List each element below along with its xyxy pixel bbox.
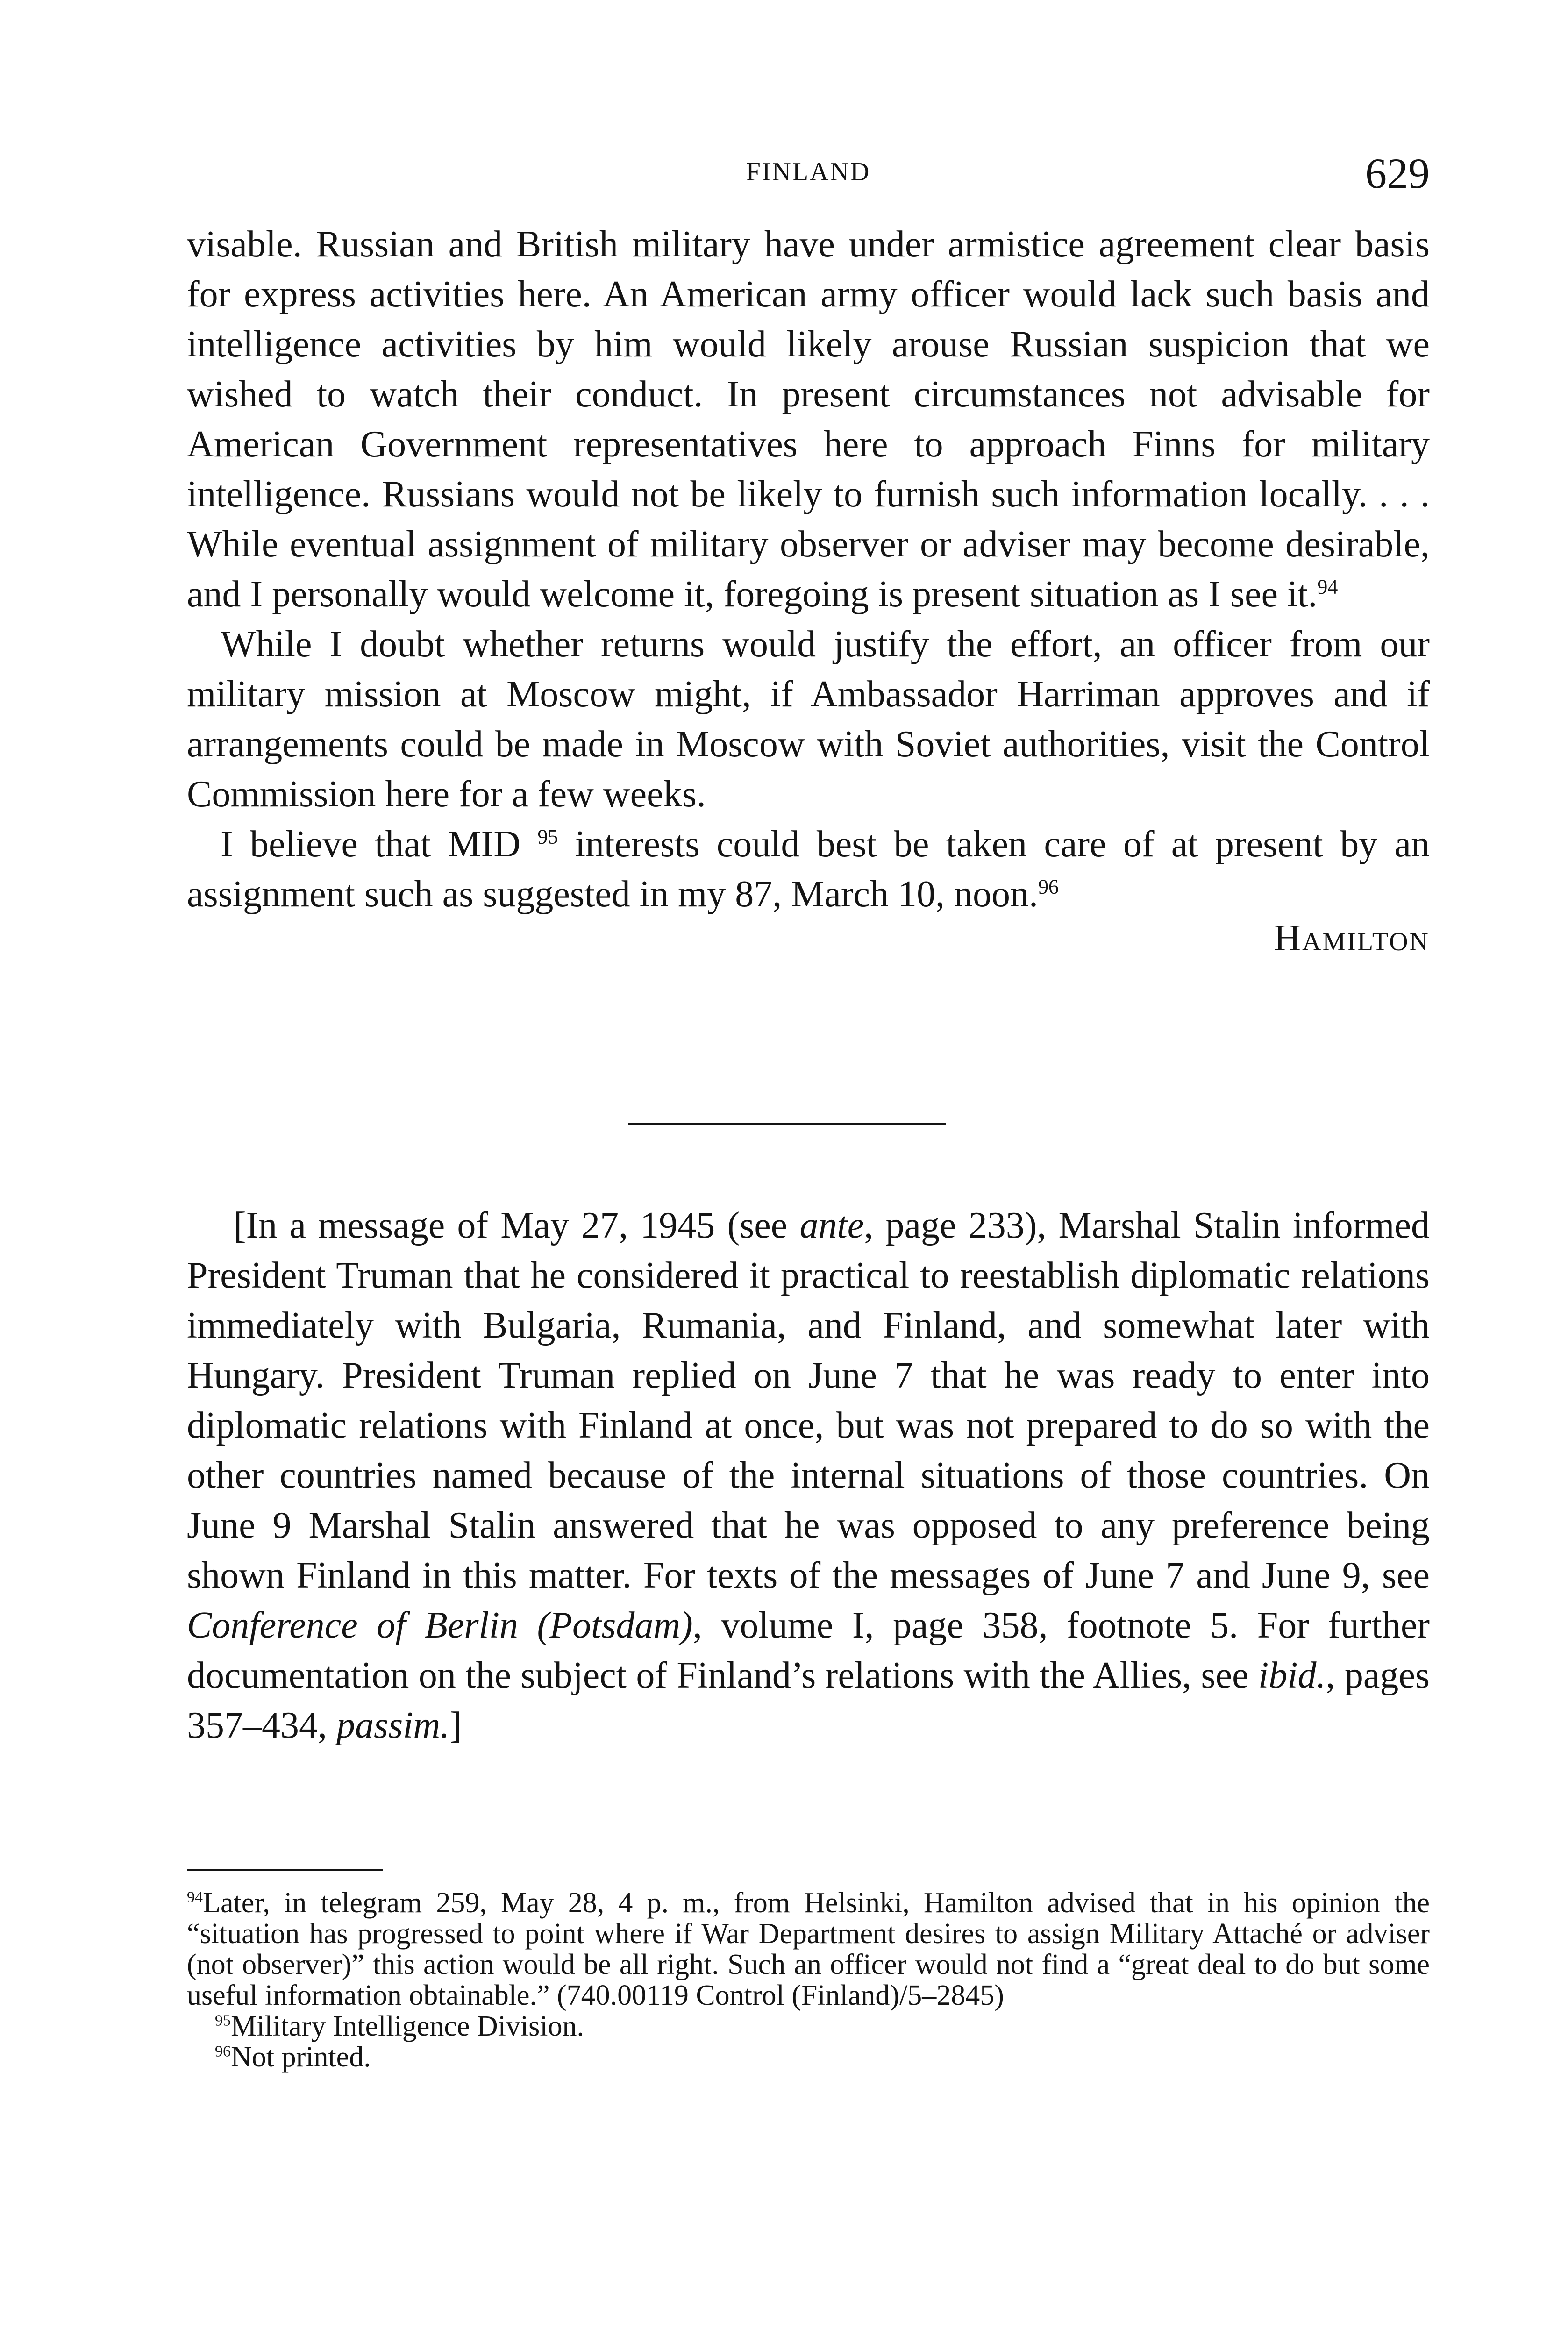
paragraph-officer-visit: While I doubt whether returns would justify the effort, an officer from our military mission at Moscow might, if Ambassador Harriman approves and if arrangements could be made in Moscow with Soviet authorities, visit the Control Commission here for a few weeks. <box>187 624 1430 815</box>
footnote-text: Not printed. <box>231 2041 371 2073</box>
footnote-96 <box>187 2042 1430 2072</box>
editorial-part2: , page 233), Marshal Stalin informed President Truman that he considered it practical to reestablish diplomatic relations immediately with Bulgaria, Rumania, and Finland, and somewhat later with Hungary. President Truman replied on June 7 that he was ready to enter into diplomatic relations with Finland at once, but was not prepared to do so with the other countries named because of the internal situations of those countries. On June 9 Marshal Stalin answered that he was opposed to any preference being shown Finland in this matter. For texts of the messages of June 7 and June 9, see <box>187 1205 1430 1596</box>
editorial-conference-title: Conference of Berlin (Potsdam) <box>187 1605 693 1646</box>
footnote-mark: 94 <box>187 1888 203 1906</box>
editorial-ibid: ibid. <box>1258 1655 1326 1696</box>
editorial-passim: passim. <box>336 1705 450 1746</box>
footnote-ref-95: 95 <box>537 825 558 848</box>
page-header <box>187 149 1430 200</box>
editorial-note-text <box>187 1201 1430 1751</box>
footnotes <box>187 1887 1430 2072</box>
footnote-ref-94: 94 <box>1317 575 1338 598</box>
editorial-close: ] <box>449 1705 462 1746</box>
editorial-note <box>187 1201 1430 1751</box>
page-number: 629 <box>1365 150 1430 197</box>
paragraph-mid-interests <box>187 819 1430 919</box>
footnote-95 <box>187 2011 1430 2042</box>
section-divider <box>628 1123 946 1125</box>
footnote-mark: 96 <box>215 2043 231 2060</box>
footnote-mark: 95 <box>215 2012 231 2030</box>
telegram-body <box>187 220 1430 957</box>
editorial-part1: [In a message of May 27, 1945 (see <box>234 1205 788 1246</box>
footnote-text: Military Intelligence Division. <box>231 2010 584 2042</box>
footnote-ref-96: 96 <box>1038 875 1059 898</box>
footnote-94 <box>187 1887 1430 2011</box>
editorial-part3: , volume I, page 358, footnote 5. For further documentation on the subject of Finland’s relations with the Allies, see <box>187 1605 1430 1696</box>
running-head: FINLAND <box>746 157 871 186</box>
editorial-part4: , pages 357–434, <box>187 1655 1430 1746</box>
para2-text-b: interests could best be taken care of at present by an assignment such as suggested in my 87, March 10, noon. <box>187 824 1430 915</box>
quote-text: visable. Russian and British military have under armistice agreement clear basis for express activities here. An American army officer would lack such basis and intelligence activities by him would likely arouse Russian suspicion that we wished to watch their conduct. In present circumstances not advisable for American Government representatives here to approach Finns for military intelligence. Russians would not be likely to furnish such information locally. . . . While eventual assignment of military observer or adviser may become desirable, and I personally would welcome it, foregoing is present situation as I see it. <box>187 224 1430 615</box>
para2-text-a: I believe that MID <box>221 824 521 865</box>
signature: Hamilton <box>1274 918 1430 959</box>
footnote-text: Later, in telegram 259, May 28, 4 p. m., from Helsinki, Hamilton advised that in his opinion the “situation has progressed to point where if War Department desires to assign Military Attaché or adviser (not observer)” this action would be all right. Such an officer would not find a “great deal to do but some useful information obtainable.” (740.00119 Control (Finland)/5–2845) <box>187 1887 1430 2011</box>
quoted-telegram-text <box>187 220 1430 620</box>
footnote-rule <box>187 1869 383 1871</box>
editorial-ante: ante <box>799 1205 864 1246</box>
